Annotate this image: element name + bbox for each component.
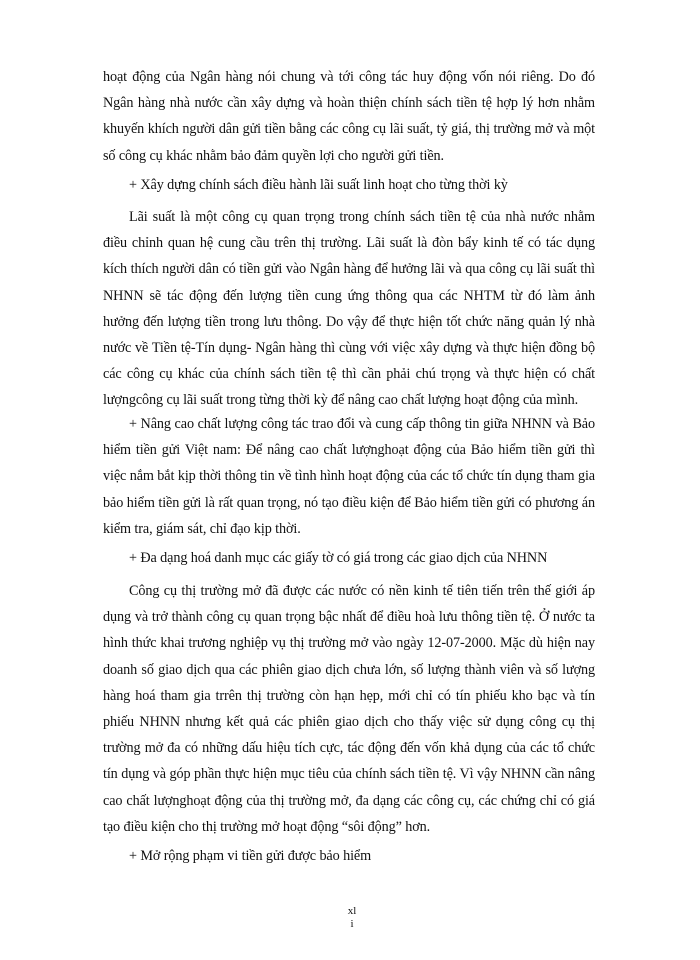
heading-diversify-securities: + Đa dạng hoá danh mục các giấy tờ có giá trong các giao dịch của NHNN — [129, 550, 548, 566]
page-number: xl — [347, 905, 357, 917]
page-number-continued: i — [350, 918, 354, 930]
paragraph-monetary-policy-conclusion: hoạt động của Ngân hàng nói chung và tới công tác huy động vốn nói riêng. Do đó Ngân hàng nhà nước cần xây dựng và hoàn thiện chính sách tiền tệ hợp lý hơn nhằm khuyến khích người dân gửi tiền bằng các công cụ lãi suất, tỷ giá, thị trường mở và một số công cụ khác nhằm bảo đảm quyền lợi cho người gửi tiền. — [103, 69, 595, 164]
heading-interest-rate-policy: + Xây dựng chính sách điều hành lãi suất linh hoạt cho từng thời kỳ — [129, 177, 508, 193]
paragraph-information-exchange: + Nâng cao chất lượng công tác trao đổi và cung cấp thông tin giữa NHNN và Bảo hiểm tiền gửi Việt nam: Để nâng cao chất lượnghoạt động của Bảo hiểm tiền gửi thì việc nắm bắt kịp thời thông tin về tình hình hoạt động của các tổ chức tín dụng tham gia bảo hiểm tiền gửi là rất quan trọng, nó tạo điều kiện để Bảo hiểm tiền gửi có phương án kiểm tra, giám sát, chỉ đạo kịp thời. — [103, 416, 595, 537]
paragraph-interest-rate: Lãi suất là một công cụ quan trọng trong chính sách tiền tệ của nhà nước nhằm điều chỉnh quan hệ cung cầu trên thị trường. Lãi suất là đòn bẩy kinh tế có tác dụng kích thích người dân có tiền gửi vào Ngân hàng để hưởng lãi và qua công cụ lãi suất thì NHNN sẽ tác động đến lượng tiền cung ứng thông qua các NHTM từ đó làm ảnh hưởng đến lượng tiền trong lưu thông. Do vậy để thực hiện tốt chức năng quản lý nhà nước về Tiền tệ-Tín dụng- Ngân hàng thì cùng với việc xây dựng và thực hiện đồng bộ các công cụ khác của chính sách tiền tệ thì cần phải chú trọng và thực hiện có chất lượngcông cụ lãi suất trong từng thời kỳ để nâng cao chất lượng hoạt động của mình. — [103, 209, 595, 409]
heading-expand-deposit-insurance: + Mở rộng phạm vi tiền gửi được bảo hiểm — [129, 848, 372, 864]
paragraph-open-market: Công cụ thị trường mở đã được các nước có nền kinh tế tiên tiến trên thế giới áp dụng và trở thành công cụ quan trọng bậc nhất để điều hoà lưu thông tiền tệ. Ở nước ta hình thức khai trương nghiệp vụ thị trường mở vào ngày 12-07-2000. Mặc dù hiện nay doanh số giao dịch qua các phiên giao dịch chưa lớn, số lượng thành viên và số lượng hàng hoá tham gia trrên thị trường còn hạn hẹp, mới chỉ có tín phiếu kho bạc và tín phiếu NHNN nhưng kết quả các phiên giao dịch cho thấy việc sử dụng công cụ thị trường mở đa có những dấu hiệu tích cực, tác động đến vốn khả dụng của các tổ chức tín dụng và góp phần thực hiện mục tiêu của chính sách tiền tệ. Vì vậy NHNN cần nâng cao chất lượnghoạt động của thị trường mở, đa dạng các công cụ, các chứng chỉ có giá tạo điều kiện cho thị trường mở hoạt động “sôi động” hơn. — [103, 583, 595, 835]
